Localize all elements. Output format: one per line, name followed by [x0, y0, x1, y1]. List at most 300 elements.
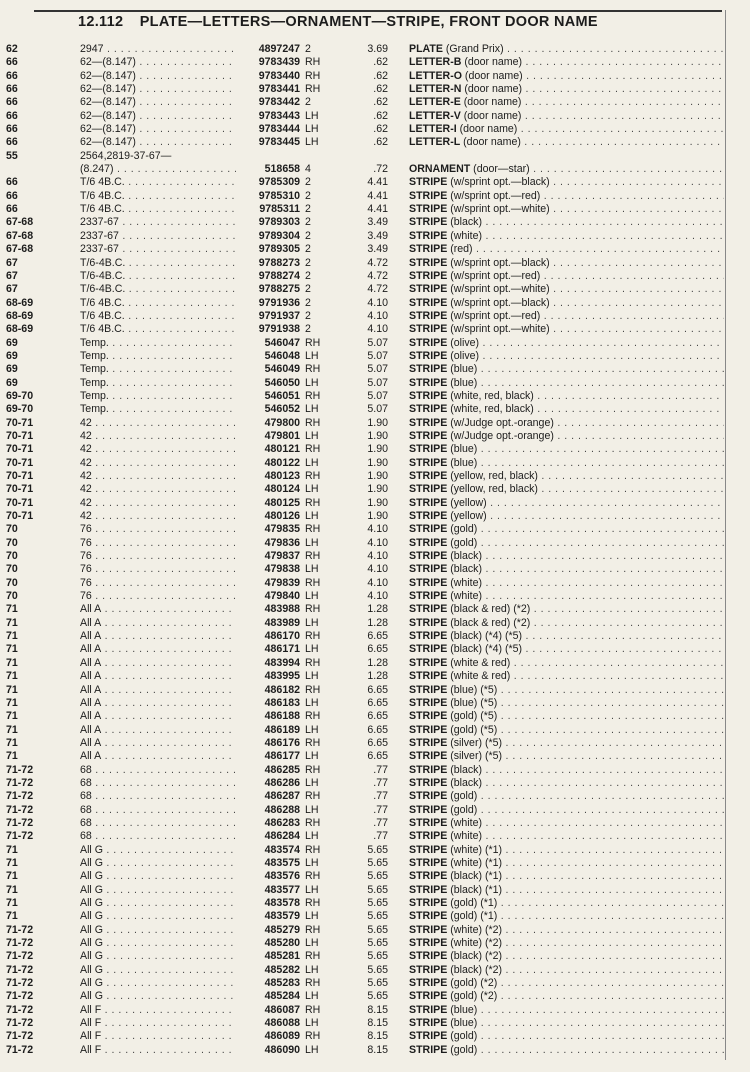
- quantity: RH: [305, 923, 321, 936]
- model-year: 71: [6, 603, 18, 616]
- model-reference: T/6-4B.C. . . .: [80, 257, 236, 270]
- part-description: [409, 350, 724, 363]
- part-number: 483994: [264, 656, 300, 669]
- price: 5.07: [367, 389, 388, 402]
- part-name: STRIPE: [409, 323, 448, 336]
- price: 5.65: [367, 897, 388, 909]
- parts-row: [0, 203, 750, 216]
- part-number: 486287: [264, 790, 300, 803]
- part-name: STRIPE: [409, 683, 448, 696]
- part-number: 479836: [264, 536, 300, 549]
- part-name: STRIPE: [409, 470, 448, 482]
- part-detail: (gold) (*5) . . .: [450, 724, 724, 736]
- part-name: LETTER-N: [409, 83, 462, 96]
- part-number: 479800: [264, 416, 300, 429]
- part-detail: (white, red, black) . . .: [450, 403, 724, 415]
- part-name: STRIPE: [409, 403, 448, 416]
- part-number: 9785311: [259, 203, 300, 216]
- quantity: LH: [305, 616, 319, 629]
- part-name: STRIPE: [409, 283, 448, 296]
- model-year: 66: [6, 69, 18, 82]
- part-description: [409, 990, 724, 1003]
- parts-row: [0, 937, 750, 950]
- part-description: [409, 870, 724, 883]
- model-reference: 76 . . .: [80, 550, 236, 563]
- model-year: 71: [6, 843, 18, 856]
- part-number: 9783443: [258, 109, 300, 122]
- model-year: 70: [6, 550, 18, 563]
- price: 1.90: [367, 483, 388, 496]
- part-detail: (black) (*2) . . .: [450, 964, 724, 976]
- part-detail: (gold) (*1) . . .: [450, 897, 724, 909]
- part-name: STRIPE: [409, 643, 448, 656]
- model-year: 69: [6, 376, 18, 389]
- part-description: [409, 710, 724, 723]
- model-reference: All G . . .: [80, 870, 236, 883]
- model-year: 69: [6, 349, 18, 362]
- parts-row: [0, 337, 750, 350]
- price: 1.90: [367, 443, 388, 456]
- model-reference: T/6 4B.C. . . .: [80, 203, 236, 216]
- quantity: RH: [305, 470, 321, 482]
- part-name: STRIPE: [409, 550, 448, 563]
- price: 4.41: [367, 176, 388, 189]
- quantity: LH: [305, 1017, 319, 1030]
- model-year: 67-68: [6, 229, 34, 242]
- part-description: [409, 403, 724, 416]
- part-detail: (white) (*1) . . .: [450, 844, 724, 856]
- parts-row: [0, 390, 750, 403]
- model-year: 67: [6, 283, 18, 296]
- part-detail: (gold) . . .: [450, 523, 724, 535]
- part-description: [409, 897, 724, 910]
- part-name: STRIPE: [409, 296, 448, 309]
- quantity: 2: [305, 243, 311, 256]
- part-name: STRIPE: [409, 696, 448, 709]
- model-year: 71-72: [6, 923, 34, 936]
- part-description: [409, 750, 724, 763]
- model-year: 70: [6, 523, 18, 536]
- quantity: RH: [305, 843, 321, 856]
- part-number: 483989: [264, 616, 300, 629]
- price: 1.90: [367, 416, 388, 429]
- quantity: 4: [305, 163, 311, 176]
- parts-row: [0, 443, 750, 456]
- model-year: 71-72: [6, 790, 34, 803]
- price: 4.10: [367, 536, 388, 549]
- price: 5.65: [367, 856, 388, 869]
- part-detail: (olive) . . .: [450, 350, 724, 362]
- price: 8.15: [367, 1017, 388, 1030]
- model-year: 71: [6, 683, 18, 696]
- part-description: [409, 1017, 724, 1030]
- model-reference: Temp. . . .: [80, 337, 236, 350]
- model-reference: All G . . .: [80, 897, 236, 910]
- quantity: 2: [305, 96, 311, 109]
- part-name: STRIPE: [409, 856, 448, 869]
- part-detail: (w/sprint opt.—white) . . .: [450, 283, 724, 295]
- part-name: STRIPE: [409, 816, 448, 829]
- top-rule: [34, 10, 722, 12]
- parts-row: [0, 684, 750, 697]
- part-detail: (black) . . .: [450, 764, 724, 776]
- model-year: 71-72: [6, 937, 34, 950]
- model-year: 71: [6, 736, 18, 749]
- part-detail: (gold) . . .: [450, 537, 724, 549]
- part-number: 546049: [264, 363, 300, 376]
- model-reference: T/6 4B.C. . . .: [80, 323, 236, 336]
- parts-row: [0, 323, 750, 336]
- parts-row: [0, 270, 750, 283]
- part-name: STRIPE: [409, 576, 448, 589]
- quantity: LH: [305, 109, 319, 122]
- part-detail: (blue) . . .: [450, 1004, 724, 1016]
- part-description: [409, 924, 724, 937]
- price: 4.10: [367, 323, 388, 336]
- quantity: RH: [305, 1003, 321, 1016]
- part-name: STRIPE: [409, 483, 448, 496]
- part-name: STRIPE: [409, 897, 448, 909]
- section-heading: [34, 14, 598, 40]
- parts-row: [0, 70, 750, 83]
- parts-row: [0, 96, 750, 109]
- part-name: STRIPE: [409, 790, 448, 803]
- price: 8.15: [367, 1043, 388, 1056]
- part-number: 485279: [264, 923, 300, 936]
- parts-row: [0, 216, 750, 229]
- part-number: 486285: [264, 763, 300, 776]
- model-reference: All G . . .: [80, 964, 236, 977]
- model-reference: T/6 4B.C. . . .: [80, 176, 236, 189]
- parts-row: [0, 403, 750, 416]
- quantity: LH: [305, 590, 319, 603]
- quantity: RH: [305, 870, 321, 883]
- part-name: STRIPE: [409, 870, 448, 883]
- part-number: 9783441: [258, 83, 300, 96]
- model-reference: 68 . . .: [80, 764, 236, 777]
- parts-row: [0, 550, 750, 563]
- part-detail: (red) . . .: [450, 243, 724, 255]
- part-detail: (black) . . .: [450, 216, 724, 228]
- part-description: [409, 417, 724, 430]
- part-description: [409, 110, 724, 123]
- part-detail: (silver) (*5) . . .: [450, 737, 724, 749]
- quantity: 2: [305, 296, 311, 309]
- part-name: STRIPE: [409, 670, 448, 683]
- parts-row: [0, 1004, 750, 1017]
- part-description: [409, 670, 724, 683]
- model-year: 71-72: [6, 1017, 34, 1030]
- part-number: 486284: [264, 830, 300, 843]
- part-name: STRIPE: [409, 830, 448, 843]
- parts-row: [0, 83, 750, 96]
- model-reference: 68 . . .: [80, 790, 236, 803]
- price: 4.72: [367, 256, 388, 269]
- part-detail: (blue) . . .: [450, 443, 724, 455]
- part-number: 9788273: [258, 256, 300, 269]
- price: 6.65: [367, 750, 388, 763]
- part-detail: (door name) . . .: [464, 96, 724, 108]
- parts-row: [0, 470, 750, 483]
- quantity: RH: [305, 56, 321, 69]
- part-number: 546051: [264, 389, 300, 402]
- part-detail: (white) (*2) . . .: [450, 937, 724, 949]
- model-year: 71-72: [6, 1003, 34, 1016]
- parts-row: [0, 670, 750, 683]
- part-name: STRIPE: [409, 376, 448, 389]
- model-reference: 2564,2819-37-67—: [80, 149, 172, 162]
- part-name: STRIPE: [409, 510, 448, 523]
- part-name: STRIPE: [409, 269, 448, 282]
- model-reference: All A . . .: [80, 643, 236, 656]
- part-name: STRIPE: [409, 363, 448, 376]
- quantity: RH: [305, 683, 321, 696]
- parts-row: [0, 150, 750, 163]
- model-reference: 68 . . .: [80, 804, 236, 817]
- part-number: 486283: [264, 816, 300, 829]
- section-title: PLATE—LETTERS—ORNAMENT—STRIPE, FRONT DOOR NAME: [139, 14, 598, 30]
- model-reference: 62—(8.147) . . .: [80, 123, 236, 136]
- price: 4.10: [367, 296, 388, 309]
- parts-row: [0, 790, 750, 803]
- price: .62: [373, 96, 388, 109]
- quantity: LH: [305, 563, 319, 576]
- quantity: LH: [305, 136, 319, 149]
- part-number: 483579: [264, 910, 300, 923]
- part-description: [409, 630, 724, 643]
- model-reference: 42 . . .: [80, 417, 236, 430]
- model-reference: 76 . . .: [80, 563, 236, 576]
- model-year: 71-72: [6, 763, 34, 776]
- model-reference: Temp. . . .: [80, 403, 236, 416]
- part-number: 483578: [264, 897, 300, 909]
- part-name: STRIPE: [409, 923, 448, 936]
- model-reference: 42 . . .: [80, 443, 236, 456]
- quantity: RH: [305, 550, 321, 563]
- parts-row: [0, 510, 750, 523]
- part-detail: (door name) . . .: [460, 123, 724, 135]
- part-detail: (white) (*2) . . .: [450, 924, 724, 936]
- quantity: RH: [305, 763, 321, 776]
- part-number: 486170: [264, 630, 300, 643]
- price: .62: [373, 136, 388, 149]
- model-reference: All F . . .: [80, 1030, 236, 1043]
- part-number: 9783442: [258, 96, 300, 109]
- part-detail: (white) . . .: [450, 830, 724, 842]
- part-number: 483995: [264, 670, 300, 683]
- part-description: [409, 937, 724, 950]
- parts-row: [0, 777, 750, 790]
- part-number: 9791936: [258, 296, 300, 309]
- model-reference: Temp. . . .: [80, 350, 236, 363]
- model-reference: 42 . . .: [80, 497, 236, 510]
- part-name: LETTER-E: [409, 96, 461, 109]
- part-description: [409, 430, 724, 443]
- quantity: RH: [305, 496, 321, 509]
- model-year: 67-68: [6, 216, 34, 229]
- quantity: LH: [305, 910, 319, 923]
- price: 8.15: [367, 1030, 388, 1043]
- part-number: 9789305: [258, 243, 300, 256]
- part-number: 9783439: [258, 56, 300, 69]
- parts-row: [0, 764, 750, 777]
- model-reference: Temp. . . .: [80, 363, 236, 376]
- price: 4.10: [367, 563, 388, 576]
- price: 4.41: [367, 189, 388, 202]
- part-detail: (door name) . . .: [465, 70, 724, 82]
- part-detail: (yellow) . . .: [450, 510, 724, 522]
- parts-row: [0, 363, 750, 376]
- quantity: LH: [305, 403, 319, 416]
- parts-row: [0, 163, 750, 176]
- model-year: 67: [6, 256, 18, 269]
- parts-row: [0, 457, 750, 470]
- price: 4.10: [367, 590, 388, 603]
- price: 5.07: [367, 376, 388, 389]
- part-description: [409, 83, 724, 96]
- part-detail: (w/sprint opt.—white) . . .: [450, 203, 724, 215]
- quantity: RH: [305, 790, 321, 803]
- quantity: LH: [305, 803, 319, 816]
- quantity: RH: [305, 69, 321, 82]
- price: 5.65: [367, 923, 388, 936]
- part-detail: (white & red) . . .: [450, 657, 724, 669]
- parts-row: [0, 563, 750, 576]
- model-reference: All G . . .: [80, 844, 236, 857]
- part-description: [409, 590, 724, 603]
- part-detail: (blue) . . .: [450, 457, 724, 469]
- part-detail: (gold) (*1) . . .: [450, 910, 724, 922]
- parts-row: [0, 857, 750, 870]
- price: 6.65: [367, 736, 388, 749]
- part-number: 546052: [264, 403, 300, 416]
- model-year: 66: [6, 203, 18, 216]
- model-reference: 68 . . .: [80, 830, 236, 843]
- part-detail: (w/sprint opt.—red) . . .: [450, 310, 724, 322]
- model-reference: All A . . .: [80, 684, 236, 697]
- quantity: LH: [305, 830, 319, 843]
- part-detail: (yellow, red, black) . . .: [450, 470, 724, 482]
- model-reference: All A . . .: [80, 670, 236, 683]
- model-year: 71: [6, 750, 18, 763]
- parts-row: [0, 590, 750, 603]
- model-year: 67-68: [6, 243, 34, 256]
- parts-row: [0, 417, 750, 430]
- part-detail: (black) (*4) (*5) . . .: [450, 643, 724, 655]
- part-detail: (blue) . . .: [450, 1017, 724, 1029]
- part-detail: (door name) . . .: [464, 110, 724, 122]
- model-year: 66: [6, 136, 18, 149]
- price: .77: [373, 776, 388, 789]
- part-detail: (blue) (*5) . . .: [450, 697, 724, 709]
- part-detail: (w/Judge opt.-orange) . . .: [450, 417, 724, 429]
- part-name: STRIPE: [409, 736, 448, 749]
- part-description: [409, 470, 724, 483]
- model-year: 66: [6, 109, 18, 122]
- part-detail: (black) . . .: [450, 563, 724, 575]
- part-name: STRIPE: [409, 776, 448, 789]
- part-description: [409, 390, 724, 403]
- part-name: STRIPE: [409, 389, 448, 402]
- model-reference: All G . . .: [80, 884, 236, 897]
- part-name: STRIPE: [409, 656, 448, 669]
- part-number: 480121: [264, 443, 300, 456]
- part-detail: (black) (*1) . . .: [450, 870, 724, 882]
- model-year: 71-72: [6, 776, 34, 789]
- quantity: RH: [305, 736, 321, 749]
- part-number: 485282: [264, 963, 300, 976]
- part-description: [409, 136, 724, 149]
- part-description: [409, 283, 724, 296]
- model-reference: (8.247) . . .: [80, 163, 236, 176]
- part-name: STRIPE: [409, 429, 448, 442]
- part-detail: (gold) (*2) . . .: [450, 990, 724, 1002]
- part-detail: (black) (*4) (*5) . . .: [450, 630, 724, 642]
- parts-row: [0, 657, 750, 670]
- model-year: 69: [6, 336, 18, 349]
- part-description: [409, 857, 724, 870]
- price: 6.65: [367, 683, 388, 696]
- model-reference: 62—(8.147) . . .: [80, 96, 236, 109]
- model-year: 69-70: [6, 389, 34, 402]
- part-name: STRIPE: [409, 950, 448, 963]
- model-year: 71: [6, 910, 18, 923]
- model-reference: 42 . . .: [80, 430, 236, 443]
- part-number: 546047: [264, 336, 300, 349]
- quantity: LH: [305, 483, 319, 496]
- quantity: LH: [305, 536, 319, 549]
- model-year: 70-71: [6, 510, 34, 523]
- part-name: STRIPE: [409, 456, 448, 469]
- part-description: [409, 1004, 724, 1017]
- part-number: 486177: [264, 750, 300, 763]
- parts-row: [0, 377, 750, 390]
- model-reference: 62—(8.147) . . .: [80, 70, 236, 83]
- model-year: 69: [6, 363, 18, 376]
- part-name: STRIPE: [409, 723, 448, 736]
- price: 5.07: [367, 336, 388, 349]
- part-name: STRIPE: [409, 990, 448, 1003]
- part-description: [409, 964, 724, 977]
- model-reference: Temp. . . .: [80, 390, 236, 403]
- parts-row: [0, 230, 750, 243]
- part-number: 483988: [264, 603, 300, 616]
- part-detail: (door name) . . .: [463, 136, 724, 148]
- parts-row: [0, 1044, 750, 1057]
- model-year: 71: [6, 696, 18, 709]
- price: .77: [373, 763, 388, 776]
- quantity: LH: [305, 510, 319, 523]
- quantity: 2: [305, 203, 311, 216]
- model-reference: 62—(8.147) . . .: [80, 136, 236, 149]
- model-year: 71: [6, 856, 18, 869]
- part-description: [409, 1044, 724, 1057]
- quantity: LH: [305, 123, 319, 136]
- part-description: [409, 523, 724, 536]
- quantity: RH: [305, 523, 321, 536]
- parts-row: [0, 190, 750, 203]
- part-detail: (w/sprint opt.—black) . . .: [450, 257, 724, 269]
- model-year: 71-72: [6, 803, 34, 816]
- part-detail: (black & red) (*2) . . .: [450, 617, 724, 629]
- price: 5.65: [367, 883, 388, 896]
- price: 4.41: [367, 203, 388, 216]
- part-name: STRIPE: [409, 603, 448, 616]
- model-reference: T/6 4B.C. . . .: [80, 190, 236, 203]
- part-description: [409, 257, 724, 270]
- part-number: 486088: [264, 1017, 300, 1030]
- price: 4.72: [367, 269, 388, 282]
